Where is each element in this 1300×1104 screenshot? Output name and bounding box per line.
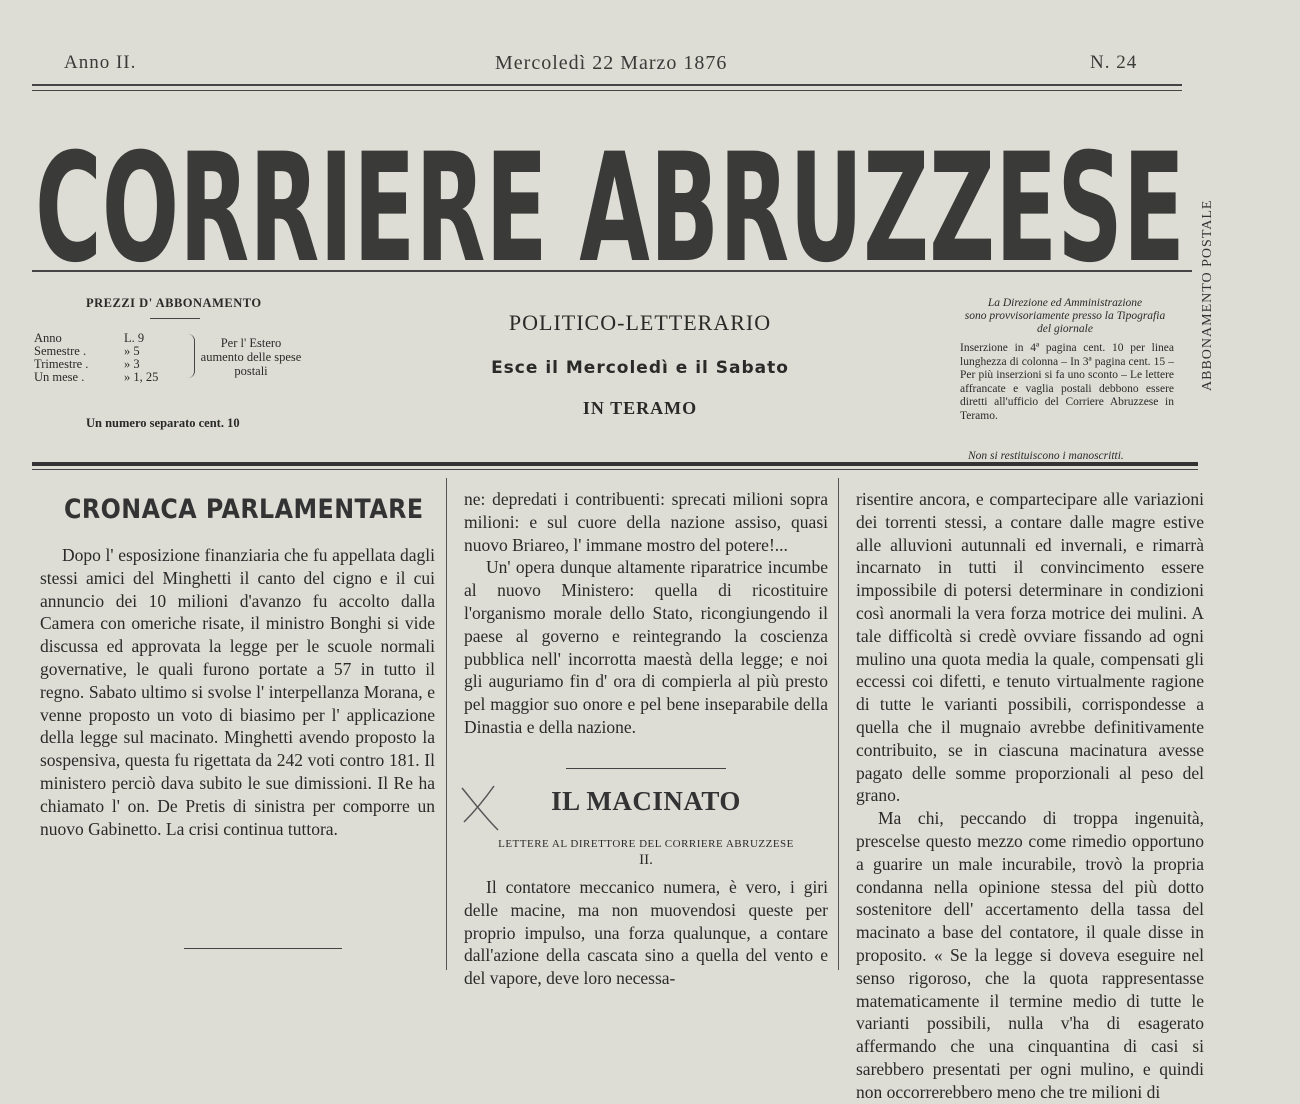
issue-number: N. 24: [1090, 52, 1138, 73]
article-column-1: [40, 544, 435, 840]
publication-city: IN TERAMO: [582, 398, 698, 418]
section-rule-thin: [32, 469, 1198, 470]
article-paragraph: Un' opera dunque altamente riparatrice incumbe al nuovo Ministero: quella di ricostituire l'organismo morale dello Stato, ricongiungendo il paese al governo e reintegrando la coscienza pubblica nell' incorrotta maestà della legge; e noi gli auguriamo fin d' ora di compierla al più presto pel maggior suo onore e pel bene inseparabile della Dinastia e della nazione.: [464, 557, 828, 737]
price-label: Trimestre .: [34, 357, 89, 371]
top-rule: [32, 84, 1182, 86]
article-end-rule: [184, 948, 342, 949]
article-heading: CRONACA PARLAMENTARE: [64, 494, 424, 525]
masthead: [20, 100, 1200, 296]
issue-date: Mercoledì 22 Marzo 1876: [495, 52, 728, 74]
section-heading: IL MACINATO: [551, 786, 741, 816]
price-value: » 1, 25: [124, 370, 159, 384]
masthead-title: CORRIERE ABRUZZESE: [35, 122, 1185, 296]
admin-note-line: La Direzione ed Amministrazione: [987, 297, 1143, 309]
foreign-note: [196, 336, 306, 378]
article-paragraph: Ma chi, peccando di troppa ingenuità, prescelse questo mezzo come rimedio opportuno a guarire un male incurabile, trovò la propria condanna nella opinione stessa del più dotto sostenitore dell' accertamento della tassa del macinato a base del contatore, il quale disse in proposito. « Se la legge si doveva eseguire nel senso rigoroso, che la quota rappresentasse matematicamente il termine medio di tutte le varianti possibili, nulla v'ha di esagerato affermando che una cinquantina di casi si sarebbero presentati per ogni mulino, e quindi non occorrerebbero meno che tre milioni di: [856, 808, 1204, 1102]
section-rule: [32, 462, 1198, 466]
ad-rates: Inserzione in 4ª pagina cent. 10 per linea lunghezza di colonna – In 3ª pagina cent. 15 – Per più inserzioni si fa uno sconto – Le lettere affrancate e vaglia postali debbono essere diretti all'ufficio del Corriere Abruzzese in Teramo.: [960, 342, 1174, 422]
price-brace: [188, 334, 195, 378]
price-label: Un mese .: [34, 370, 85, 384]
foreign-note-line: postali: [234, 364, 268, 378]
foreign-note-line: Per l' Estero: [220, 336, 282, 350]
article-paragraph: risentire ancora, e compartecipare alle variazioni dei torrenti stessi, a contare dalle magre estive alle alluvioni autunnali ed invernali, e rimarrà incarnato in tutti il convincimento essere impossibile di potersi determinare in condizioni così anormali la vera forza motrice dei mulini. A tale difficoltà si credè ovviare fissando ad ogni mulino una quota media la quale, compensati gli eccessi coi difetti, e tenuto virtualmente ragione di tutte le varianti possibili, corrispondesse a quella che il mugnaio avrebbe definitivamente contribuito, se in ciascuna macinatura avesse pagato delle somme proporzionali al peso del grano.: [856, 489, 1204, 806]
prices-rule: [150, 318, 200, 319]
admin-note-line: del giornale: [1037, 323, 1093, 335]
admin-note: [945, 297, 1185, 336]
article-paragraph: ne: depredati i contribuenti: sprecati milioni sopra milioni: e sul cuore della nazione assiso, quasi nuovo Briareo, l' immane mostro del potere!...: [464, 489, 828, 555]
top-rule-thin: [32, 90, 1182, 91]
price-label: Anno: [34, 331, 62, 345]
masthead-rule: [32, 270, 1192, 272]
article-paragraph: Il contatore meccanico numera, è vero, i giri delle macine, ma non muovendosi queste per proprio impulso, una forza qualunque, a contare dall'azione della cascata sino a quella del vento e del vapore, deve loro necessa-: [464, 877, 828, 989]
handwritten-x-mark: [458, 782, 502, 834]
column-divider: [446, 478, 447, 970]
price-label: Semestre .: [34, 344, 87, 358]
letter-number: II.: [639, 852, 653, 868]
article-column-2-continued: [464, 876, 828, 989]
subtitle-political: POLITICO-LETTERARIO: [508, 310, 772, 335]
price-table: [34, 332, 162, 384]
publication-days: Esce il Mercoledì e il Sabato: [491, 358, 789, 378]
foreign-note-line: aumento delle spese: [200, 350, 302, 364]
article-column-3: [856, 488, 1204, 1102]
price-value: » 3: [124, 357, 140, 371]
column-divider: [838, 478, 839, 970]
year-label: Anno II.: [64, 52, 137, 73]
prices-heading: PREZZI D' ABBONAMENTO: [86, 296, 262, 310]
article-column-2: [464, 488, 828, 739]
manuscripts-note: Non si restituiscono i manoscritti.: [968, 450, 1124, 462]
price-value: » 5: [124, 344, 140, 358]
article-paragraph: Dopo l' esposizione finanziaria che fu appellata dagli stessi amici del Minghetti il canto del cigno e il cui annuncio dei 10 milioni d'avanzo fu accolto dalla Camera con omeriche risate, il ministro Bonghi si vide discussa ed approvata la legge per le scuole normali governative, le quali furono portate a 57 in tutto il regno. Sabato ultimo si svolse l' interpellanza Morana, e venne proposto un voto di biasimo per l' applicazione della legge sul macinato. Minghetti avendo proposto la sospensiva, questa fu rigettata da 242 voti contro 181. Il ministero perciò dava subito le sue dimissioni. Il Re ha chiamato l' on. De Pretis di sinistra per comporre un nuovo Gabinetto. La crisi continua tuttora.: [40, 545, 435, 839]
single-copy-price: Un numero separato cent. 10: [86, 416, 240, 430]
article-separator: [566, 768, 726, 769]
postal-label: ABBONAMENTO POSTALE: [1200, 199, 1215, 391]
price-value: L. 9: [124, 331, 145, 345]
admin-note-line: sono provvisoriamente presso la Tipografia: [964, 310, 1166, 322]
letters-subheading: LETTERE AL DIRETTORE DEL CORRIERE ABRUZZESE: [498, 838, 794, 850]
